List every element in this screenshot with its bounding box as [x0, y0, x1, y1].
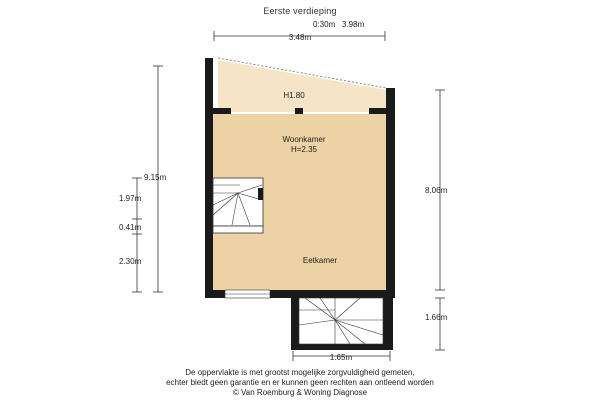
- floor-title: Eerste verdieping: [263, 6, 337, 16]
- dim-top-right: 3.98m: [342, 20, 365, 29]
- window-bottom: [225, 290, 270, 298]
- balcony-area: [218, 60, 386, 112]
- stair-lower: [299, 298, 383, 344]
- dim-left-total: 9.15m: [144, 173, 167, 182]
- dim-left-mid: 0.41m: [119, 223, 142, 232]
- dim-left-upper: 1.97m: [119, 194, 142, 203]
- disclaimer-line-2: echter biedt geen garantie en er kunnen geen rechten aan ontleend worden: [166, 378, 434, 387]
- dimension-right: [435, 90, 445, 350]
- dim-right-main: 8.06m: [425, 186, 448, 195]
- disclaimer: [0, 368, 600, 398]
- dimension-top: [214, 20, 385, 42]
- dim-top-small: 0:30m: [313, 20, 336, 29]
- copyright-line: © Van Roemburg & Woning Diagnose: [232, 388, 368, 397]
- dim-top-width: 3.48m: [288, 33, 312, 42]
- stair-upper: [213, 178, 263, 233]
- dim-right-lower: 1.66m: [425, 313, 448, 322]
- dining-label: Eetkamer: [302, 256, 338, 265]
- balcony-height-label: H1.80: [283, 91, 305, 100]
- disclaimer-line-1: De oppervlakte is met grootst mogelijke zorgvuldigheid gemeten,: [185, 368, 415, 377]
- living-room-label: Woonkamer: [282, 135, 326, 144]
- dim-left-lower: 2.30m: [119, 257, 142, 266]
- living-height-label: H=2.35: [290, 145, 318, 154]
- dim-bottom-width: 1.65m: [329, 353, 353, 362]
